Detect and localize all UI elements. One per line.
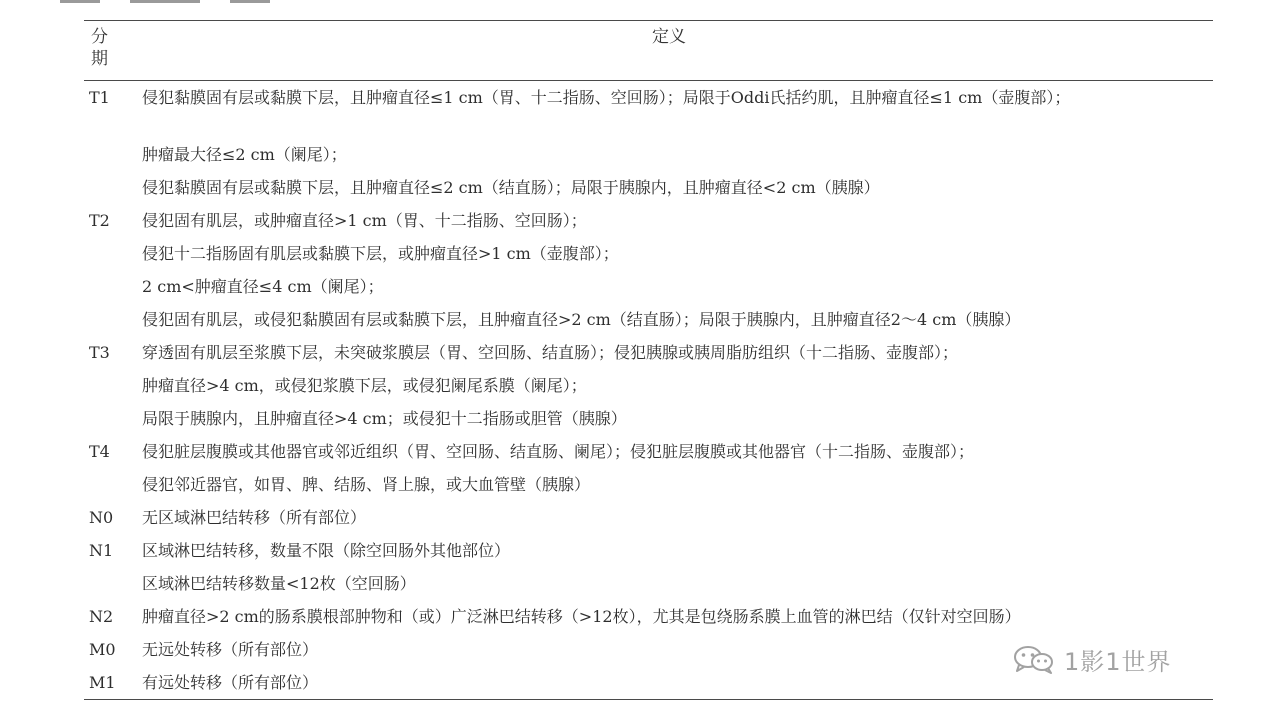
row-definition: 侵犯黏膜固有层或黏膜下层，且肿瘤直径≤1 cm（胃、十二指肠、空回肠）；局限于Oddi氏括约肌，且肿瘤直径≤1 cm（壶腹部）； [142, 88, 1071, 107]
row-definition: 肿瘤直径>2 cm的肠系膜根部肿物和（或）广泛淋巴结转移（>12枚），尤其是包绕肠系膜上血管的淋巴结（仅针对空回肠） [142, 607, 1021, 626]
row-definition: 侵犯脏层腹膜或其他器官或邻近组织（胃、空回肠、结直肠、阑尾）；侵犯脏层腹膜或其他器官（十二指肠、壶腹部）； [142, 442, 975, 461]
row-definition: 穿透固有肌层至浆膜下层，未突破浆膜层（胃、空回肠、结直肠）；侵犯胰腺或胰周脂肪组织（十二指肠、壶腹部）； [142, 343, 959, 362]
row-definition: 无远处转移（所有部位） [142, 640, 319, 659]
row-stage: T2 [89, 211, 110, 230]
row-definition: 侵犯邻近器官，如胃、脾、结肠、肾上腺，或大血管壁（胰腺） [142, 475, 591, 494]
table-bottom-rule [84, 699, 1213, 700]
table-header-rule [84, 80, 1213, 81]
header-stage: 分期 [91, 27, 108, 69]
row-stage: T1 [89, 88, 110, 107]
watermark [1012, 644, 1172, 674]
row-stage: T3 [89, 343, 110, 362]
row-stage: M0 [89, 640, 116, 659]
row-definition: 侵犯十二指肠固有肌层或黏膜下层，或肿瘤直径>1 cm（壶腹部）； [142, 244, 619, 263]
wechat-icon [1012, 644, 1056, 674]
row-stage: N1 [89, 541, 114, 560]
row-stage: T4 [89, 442, 110, 461]
row-definition: 侵犯固有肌层，或肿瘤直径>1 cm（胃、十二指肠、空回肠）； [142, 211, 587, 230]
cropped-caption-fragment [60, 0, 360, 6]
row-stage: N2 [89, 607, 114, 626]
row-definition: 有远处转移（所有部位） [142, 673, 319, 692]
row-definition: 侵犯黏膜固有层或黏膜下层，且肿瘤直径≤2 cm（结直肠）；局限于胰腺内，且肿瘤直径<2 cm（胰腺） [142, 178, 880, 197]
watermark-text: 1影1世界 [1064, 647, 1172, 676]
row-definition: 区域淋巴结转移数量<12枚（空回肠） [142, 574, 416, 593]
table-top-rule [84, 20, 1213, 21]
row-definition: 2 cm<肿瘤直径≤4 cm（阑尾）； [142, 277, 384, 296]
row-stage: N0 [89, 508, 114, 527]
row-definition: 局限于胰腺内，且肿瘤直径>4 cm；或侵犯十二指肠或胆管（胰腺） [142, 409, 627, 428]
header-definition: 定义 [652, 27, 686, 47]
row-definition: 肿瘤最大径≤2 cm（阑尾）； [142, 145, 347, 164]
row-definition: 肿瘤直径>4 cm，或侵犯浆膜下层，或侵犯阑尾系膜（阑尾）； [142, 376, 587, 395]
row-definition: 区域淋巴结转移，数量不限（除空回肠外其他部位） [142, 541, 511, 560]
row-definition: 无区域淋巴结转移（所有部位） [142, 508, 367, 527]
row-definition: 侵犯固有肌层，或侵犯黏膜固有层或黏膜下层，且肿瘤直径>2 cm（结直肠）；局限于胰腺内，且肿瘤直径2～4 cm（胰腺） [142, 310, 1021, 329]
row-stage: M1 [89, 673, 116, 692]
